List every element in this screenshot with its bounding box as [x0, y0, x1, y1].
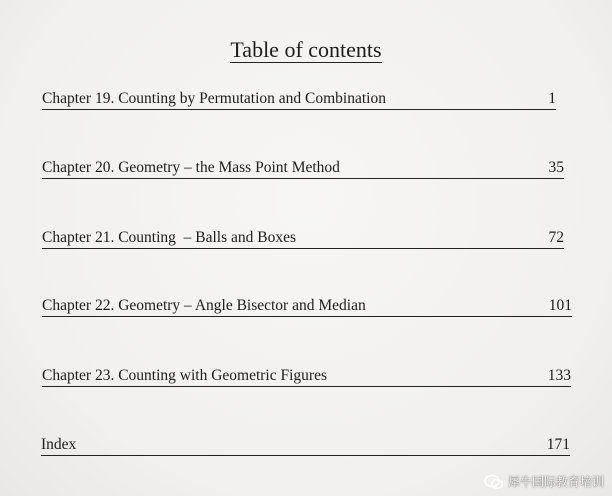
- toc-entry-chapter-22: [42, 296, 572, 317]
- toc-title-text: Table of contents: [230, 37, 382, 62]
- toc-entry-chapter-23: [42, 366, 571, 387]
- toc-entry-label: Index: [41, 436, 77, 453]
- toc-entry-page: 1: [548, 90, 556, 107]
- toc-entry-label: Chapter 22. Geometry – Angle Bisector and Median: [42, 297, 366, 314]
- wechat-icon: [484, 474, 504, 490]
- toc-entry-index: [41, 435, 570, 456]
- watermark: [484, 473, 604, 490]
- toc-entry-chapter-21: [42, 228, 564, 249]
- toc-entry-chapter-19: [42, 89, 556, 110]
- toc-entry-page: 35: [548, 159, 564, 176]
- toc-entry-label: Chapter 20. Geometry – the Mass Point Method: [42, 159, 340, 176]
- watermark-text: 犀牛国际教育培训: [507, 475, 604, 489]
- toc-entry-page: 72: [548, 229, 564, 246]
- toc-entry-chapter-20: [42, 158, 564, 179]
- toc-entry-page: 101: [548, 297, 572, 314]
- toc-entry-page: 171: [546, 436, 570, 453]
- toc-title: [0, 37, 612, 63]
- toc-entry-label: Chapter 19. Counting by Permutation and Combination: [42, 90, 386, 107]
- toc-entry-label: Chapter 23. Counting with Geometric Figures: [42, 367, 327, 384]
- toc-entry-page: 133: [547, 367, 571, 384]
- toc-entry-label: Chapter 21. Counting – Balls and Boxes: [42, 229, 297, 246]
